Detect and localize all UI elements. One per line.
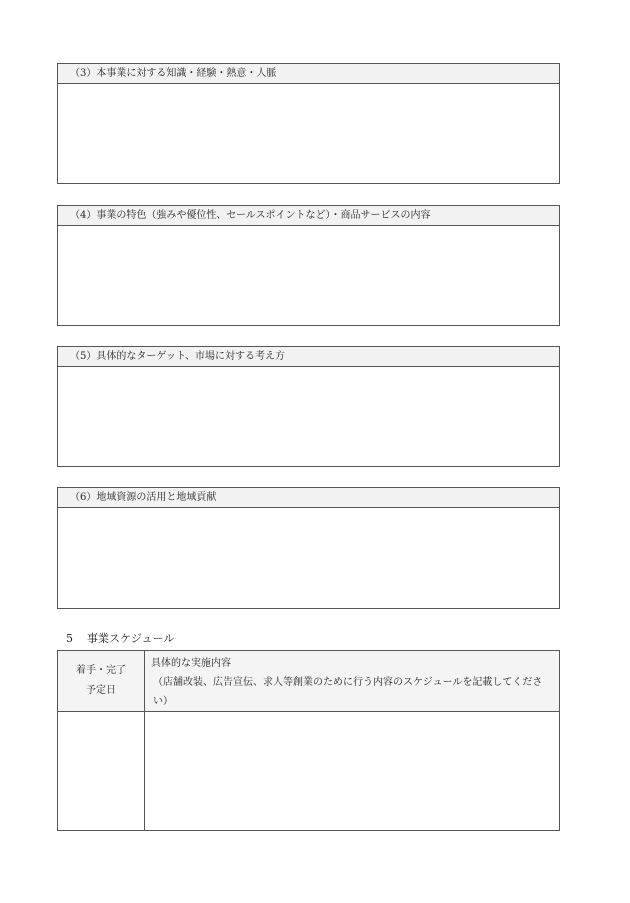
- schedule-header-row: [58, 651, 560, 712]
- section-5-input-area[interactable]: [58, 367, 559, 466]
- section-6-input-area[interactable]: [58, 508, 559, 608]
- section-3-input-area[interactable]: [58, 84, 559, 183]
- schedule-section-label: 事業スケジュール: [87, 632, 175, 645]
- section-3-box: [57, 63, 560, 184]
- date-column-header: [58, 651, 145, 712]
- content-column-header: [145, 651, 560, 712]
- date-header-line2: 予定日: [86, 685, 116, 696]
- schedule-section-title: [66, 630, 174, 646]
- schedule-section-number: 5: [66, 632, 73, 645]
- schedule-table: [57, 650, 560, 831]
- section-6-box: [57, 487, 560, 609]
- section-5-header: （5）具体的なターゲット、市場に対する考え方: [58, 347, 559, 367]
- section-6-header: （6）地域資源の活用と地域貢献: [58, 488, 559, 508]
- content-header-note: （店舗改装、広告宣伝、求人等創業のために行う内容のスケジュールを記載してください）: [153, 677, 543, 707]
- section-4-header: （4）事業の特色（強みや優位性、セールスポイントなど）・商品サービスの内容: [58, 206, 559, 226]
- schedule-content-cell[interactable]: [145, 712, 560, 831]
- schedule-date-cell[interactable]: [58, 712, 145, 831]
- content-header-label: 具体的な実施内容: [151, 658, 231, 669]
- section-3-header: （3）本事業に対する知識・経験・熱意・人脈: [58, 64, 559, 84]
- date-header-line1: 着手・完了: [76, 665, 126, 676]
- schedule-entry-row: [58, 712, 560, 831]
- section-4-box: [57, 205, 560, 326]
- section-5-box: [57, 346, 560, 467]
- section-4-input-area[interactable]: [58, 226, 559, 325]
